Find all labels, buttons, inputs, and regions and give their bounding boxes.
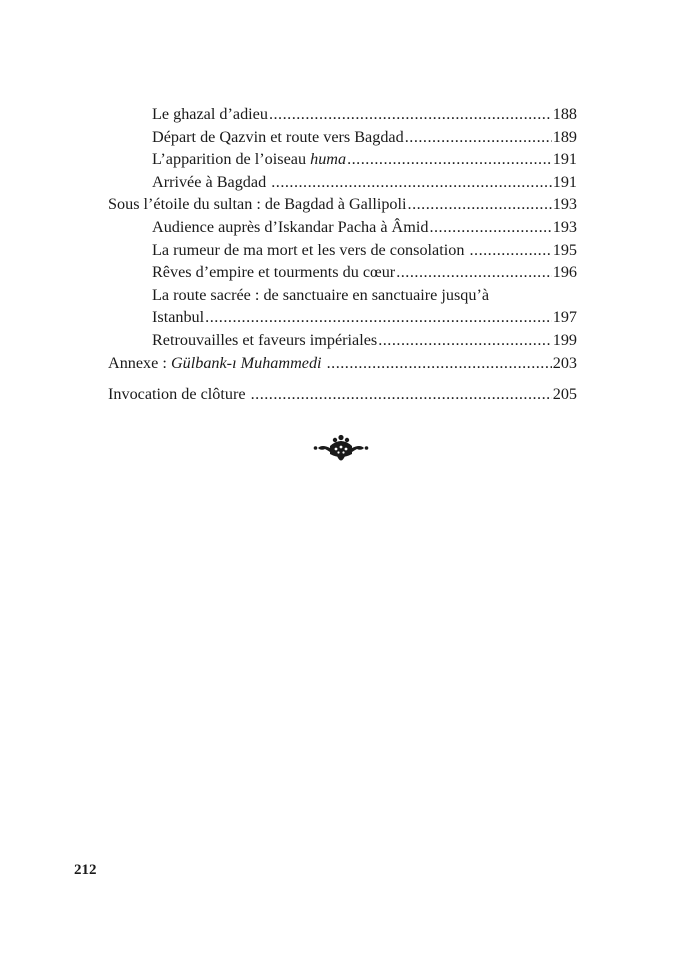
dot-leader	[347, 148, 552, 171]
toc-entry-page: 188	[552, 105, 577, 123]
dot-leader	[327, 352, 552, 375]
toc-entry	[108, 148, 577, 171]
toc-entry-title: La rumeur de ma mort et les vers de consolation	[152, 240, 469, 259]
toc-section-entry	[108, 383, 577, 406]
toc-section-entry	[108, 352, 577, 375]
toc-entry	[108, 216, 577, 239]
toc-entry-page: 191	[552, 150, 577, 169]
dot-leader	[469, 239, 551, 262]
toc-entry-title: Audience auprès d’Iskandar Pacha à Âmid	[152, 217, 429, 236]
toc-entry	[108, 329, 577, 352]
dot-leader	[429, 216, 551, 239]
toc-entry	[108, 306, 577, 329]
page-number: 212	[74, 862, 97, 878]
toc-entry-title: Invocation de clôture	[108, 385, 250, 404]
toc-entry	[108, 126, 577, 149]
dot-leader	[205, 306, 552, 329]
toc-entry-title: Istanbul	[152, 308, 205, 327]
toc-entry-title-italic: Gülbank-ı Muhammedi	[170, 353, 322, 372]
toc-entry-title: Départ de Qazvin et route vers Bagdad	[152, 127, 404, 146]
toc-entry-title-italic: huma	[310, 150, 347, 169]
dot-leader	[408, 193, 552, 216]
toc-entry	[108, 171, 577, 194]
toc-entry-page: 191	[552, 172, 577, 191]
dot-leader	[251, 383, 552, 406]
toc-entry-title-text: Annexe :	[108, 353, 171, 372]
toc-entry-title: La route sacrée : de sanctuaire en sanctuaire jusqu’à	[152, 285, 490, 304]
toc-entry-title-text	[322, 354, 326, 372]
toc-entry-title	[152, 148, 346, 171]
toc-entry	[108, 261, 577, 284]
fleuron-ornament-icon	[312, 432, 370, 466]
toc-entry-title-text: L’apparition de l’oiseau	[152, 150, 311, 169]
toc-entry-title: Rêves d’empire et tourments du cœur	[152, 263, 396, 282]
toc-entry-page: 193	[552, 195, 577, 214]
toc-entry-first-line	[108, 284, 577, 307]
dot-leader	[271, 171, 552, 194]
toc-entry-page: 189	[552, 127, 577, 146]
dot-leader	[378, 329, 552, 352]
toc-entry-page: 199	[552, 330, 577, 349]
toc-entry-page: 193	[552, 217, 577, 236]
toc-entry-title: Retrouvailles et faveurs impériales	[152, 330, 378, 349]
toc-entry	[108, 239, 577, 262]
toc-entry-page: 203	[552, 353, 577, 372]
toc-section-entry	[108, 193, 577, 216]
dot-leader	[405, 126, 552, 149]
table-of-contents	[108, 103, 577, 406]
toc-entry	[108, 103, 577, 126]
toc-entry-page: 196	[552, 263, 577, 282]
dot-leader	[269, 103, 552, 126]
toc-entry-title	[108, 352, 326, 375]
toc-entry-title: Sous l’étoile du sultan : de Bagdad à Gallipoli	[108, 195, 407, 214]
toc-entry-title: Le ghazal d’adieu	[152, 105, 268, 123]
toc-entry-title: Arrivée à Bagdad	[152, 172, 271, 191]
toc-entry-page: 197	[552, 308, 577, 327]
toc-entry-page: 205	[552, 385, 577, 404]
toc-entry-page: 195	[552, 240, 577, 259]
dot-leader	[396, 261, 552, 284]
